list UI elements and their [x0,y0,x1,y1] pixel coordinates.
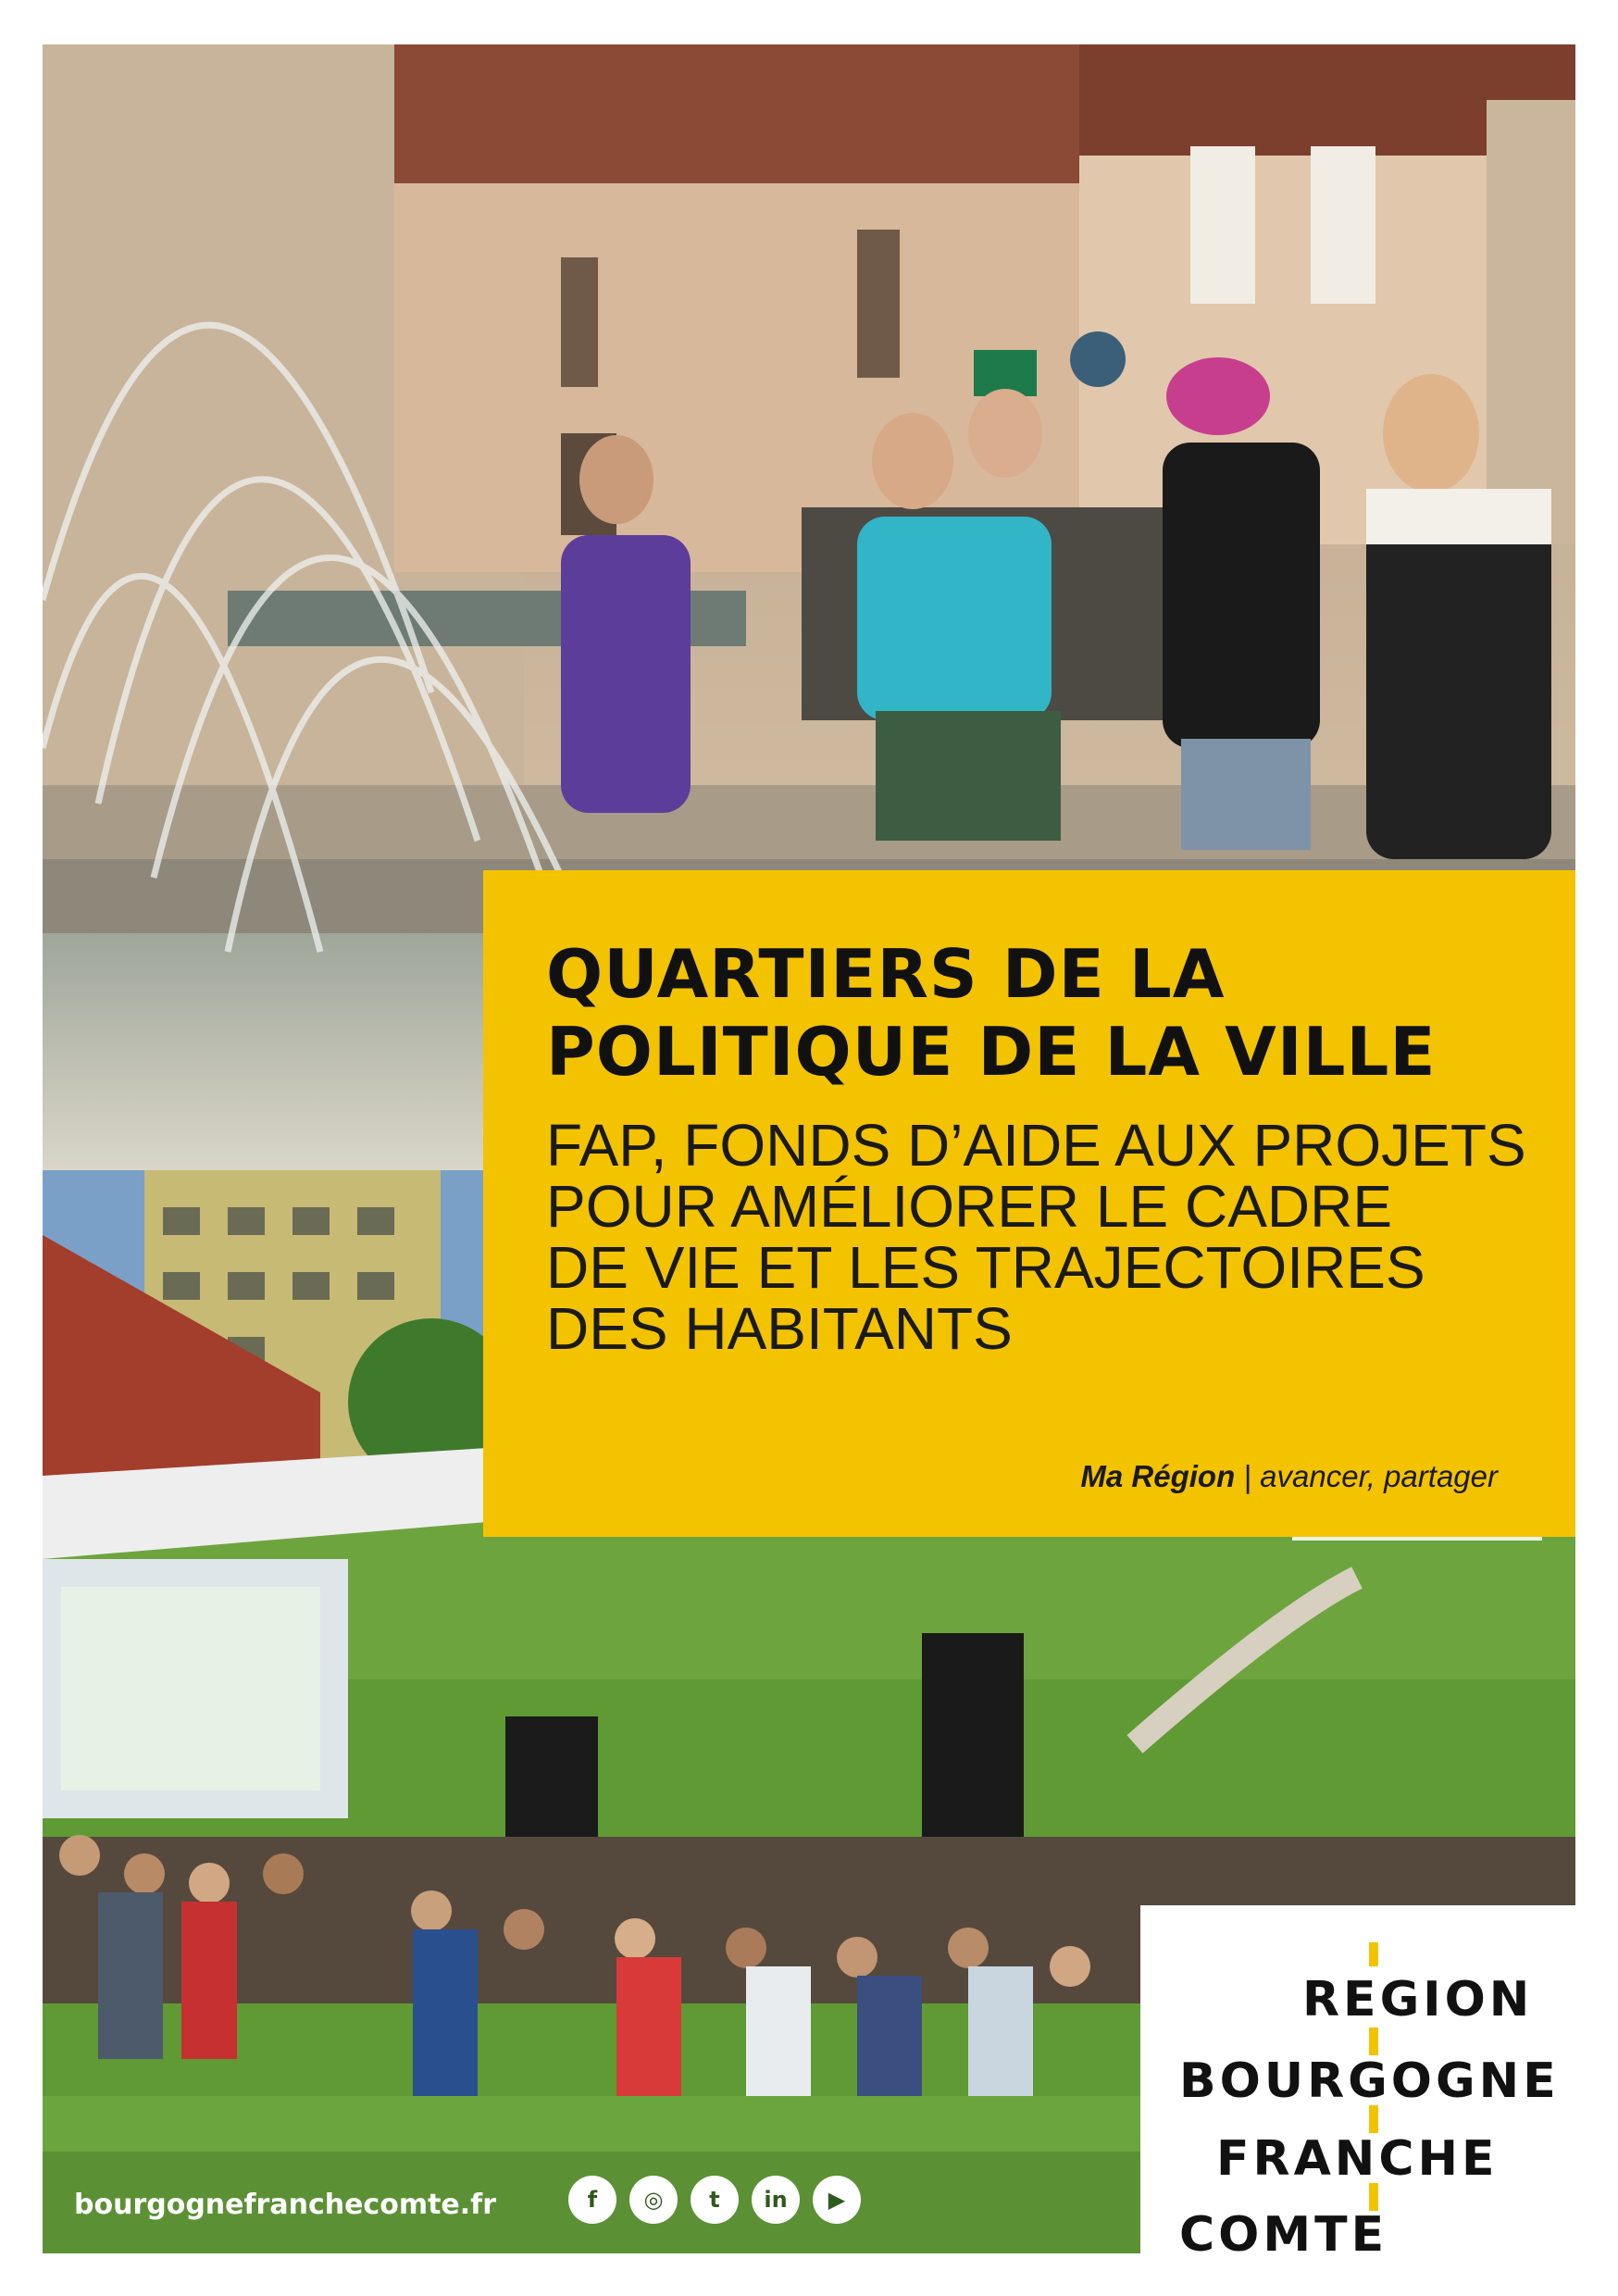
linkedin-icon[interactable]: in [752,2176,800,2224]
logo-accent-2 [1369,2028,1378,2055]
social-links [568,2176,861,2224]
page-subtitle: FAP, FONDS D’AIDE AUX PROJETS POUR AMÉLIORER LE CADRE DE VIE ET LES TRAJECTOIRES DES HABITANTS [546,1112,1526,1362]
title-box [483,870,1575,1537]
tagline-rest: avancer, partager [1260,1459,1498,1493]
instagram-icon[interactable]: ◎ [629,2176,678,2224]
facebook-icon[interactable]: f [568,2176,616,2224]
logo-line-4: COMTE [1179,2207,1388,2263]
website-link[interactable]: bourgognefranchecomte.fr [74,2189,497,2221]
youtube-icon[interactable]: ▶ [813,2176,861,2224]
logo-line-2: BOURGOGNE [1179,2053,1560,2109]
twitter-icon[interactable]: t [691,2176,739,2224]
tagline-strong: Ma Région [1080,1459,1236,1493]
region-logo [1140,1905,1575,2263]
page-title: QUARTIERS DE LA POLITIQUE DE LA VILLE [546,935,1437,1091]
logo-accent-3 [1369,2105,1378,2133]
logo-line-1: REGION [1302,1972,1534,2028]
tagline-separator: | [1235,1459,1261,1493]
logo-line-3: FRANCHE [1216,2131,1499,2187]
logo-accent-1 [1369,1942,1378,1966]
tagline [1080,1459,1498,1494]
